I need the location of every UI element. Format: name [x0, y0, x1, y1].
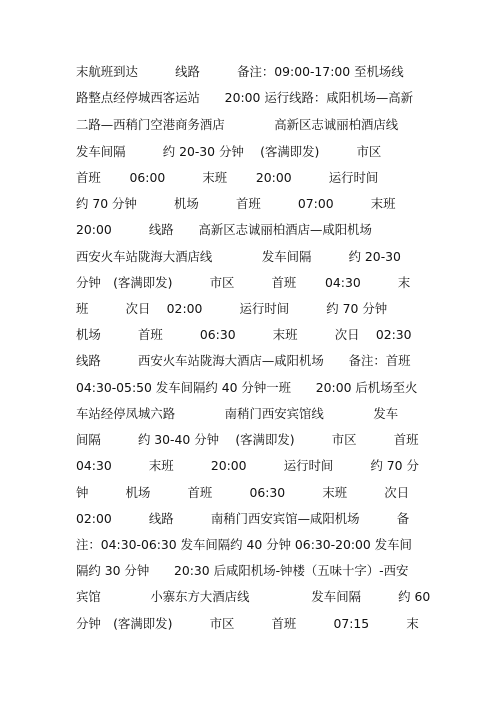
text-line: 末航班到达 线路 备注：09:00-17:00 至机场线: [76, 64, 404, 79]
text-line: 班 次日 02:00 运行时间 约 70 分钟: [76, 301, 388, 316]
text-line: 间隔 约 30-40 分钟 (客满即发) 市区 首班: [76, 432, 419, 447]
text-line: 二路—西稍门空港商务酒店 高新区志诚丽柏酒店线: [76, 117, 399, 132]
text-line: 车站经停凤城六路 南稍门西安宾馆线 发车: [76, 406, 399, 421]
text-line: 路整点经停城西客运站 20:00 运行线路：咸阳机场—高新: [76, 90, 414, 105]
text-line: 约 70 分钟 机场 首班 07:00 末班: [76, 196, 396, 211]
text-line: 发车间隔 约 20-30 分钟 (客满即发) 市区: [76, 144, 382, 159]
text-line: 机场 首班 06:30 末班 次日 02:30: [76, 327, 412, 342]
text-line: 04:30 末班 20:00 运行时间 约 70 分: [76, 458, 419, 473]
text-line: 首班 06:00 末班 20:00 运行时间: [76, 170, 379, 185]
text-line: 宾馆 小寨东方大酒店线 发车间隔 约 60: [76, 589, 431, 604]
text-line: 隔约 30 分钟 20:30 后咸阳机场-钟楼（五味十字）-西安: [76, 563, 409, 578]
text-line: 分钟 (客满即发) 市区 首班 07:15 末: [76, 616, 419, 631]
text-line: 线路 西安火车站陇海大酒店—咸阳机场 备注：首班: [76, 353, 411, 368]
text-line: 注：04:30-06:30 发车间隔约 40 分钟 06:30-20:00 发车间: [76, 537, 412, 552]
text-line: 04:30-05:50 发车间隔约 40 分钟一班 20:00 后机场至火: [76, 380, 418, 395]
text-line: 分钟 (客满即发) 市区 首班 04:30 末: [76, 275, 411, 290]
text-line: 钟 机场 首班 06:30 末班 次日: [76, 485, 410, 500]
text-line: 02:00 线路 南稍门西安宾馆—咸阳机场 备: [76, 511, 410, 526]
text-line: 20:00 线路 高新区志诚丽柏酒店—咸阳机场: [76, 222, 372, 237]
text-line: 西安火车站陇海大酒店线 发车间隔 约 20-30: [76, 249, 401, 264]
